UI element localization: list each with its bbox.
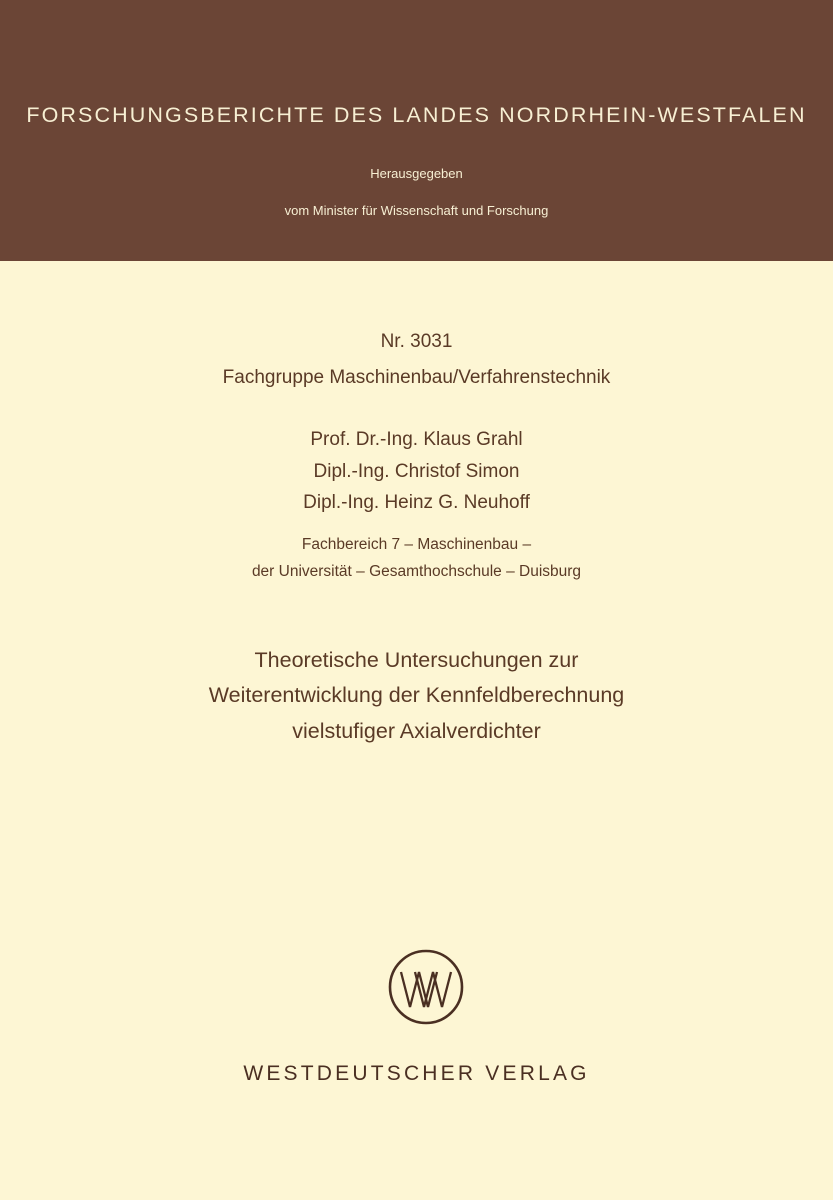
department-line-1: Fachbereich 7 – Maschinenbau – <box>301 536 532 553</box>
report-number: Nr. 3031 <box>380 331 453 352</box>
westdeutscher-verlag-logo-icon <box>387 948 465 1026</box>
series-banner <box>0 0 833 261</box>
author-2: Dipl.-Ing. Christof Simon <box>313 461 520 482</box>
publisher-name: WESTDEUTSCHER VERLAG <box>243 1062 590 1085</box>
title-line-2: Weiterentwicklung der Kennfeldberechnung <box>208 683 625 707</box>
title-line-3: vielstufiger Axialverdichter <box>292 719 541 743</box>
department-line-2: der Universität – Gesamthochschule – Duisburg <box>251 563 582 580</box>
editor-label: Herausgegeben <box>370 166 463 181</box>
series-title: FORSCHUNGSBERICHTE DES LANDES NORDRHEIN-WESTFALEN <box>26 103 807 127</box>
subject-group: Fachgruppe Maschinenbau/Verfahrenstechnik <box>222 367 611 388</box>
author-1: Prof. Dr.-Ing. Klaus Grahl <box>310 429 523 450</box>
editor-name: vom Minister für Wissenschaft und Forschung <box>284 203 549 218</box>
title-line-1: Theoretische Untersuchungen zur <box>254 648 579 672</box>
author-3: Dipl.-Ing. Heinz G. Neuhoff <box>303 492 530 513</box>
